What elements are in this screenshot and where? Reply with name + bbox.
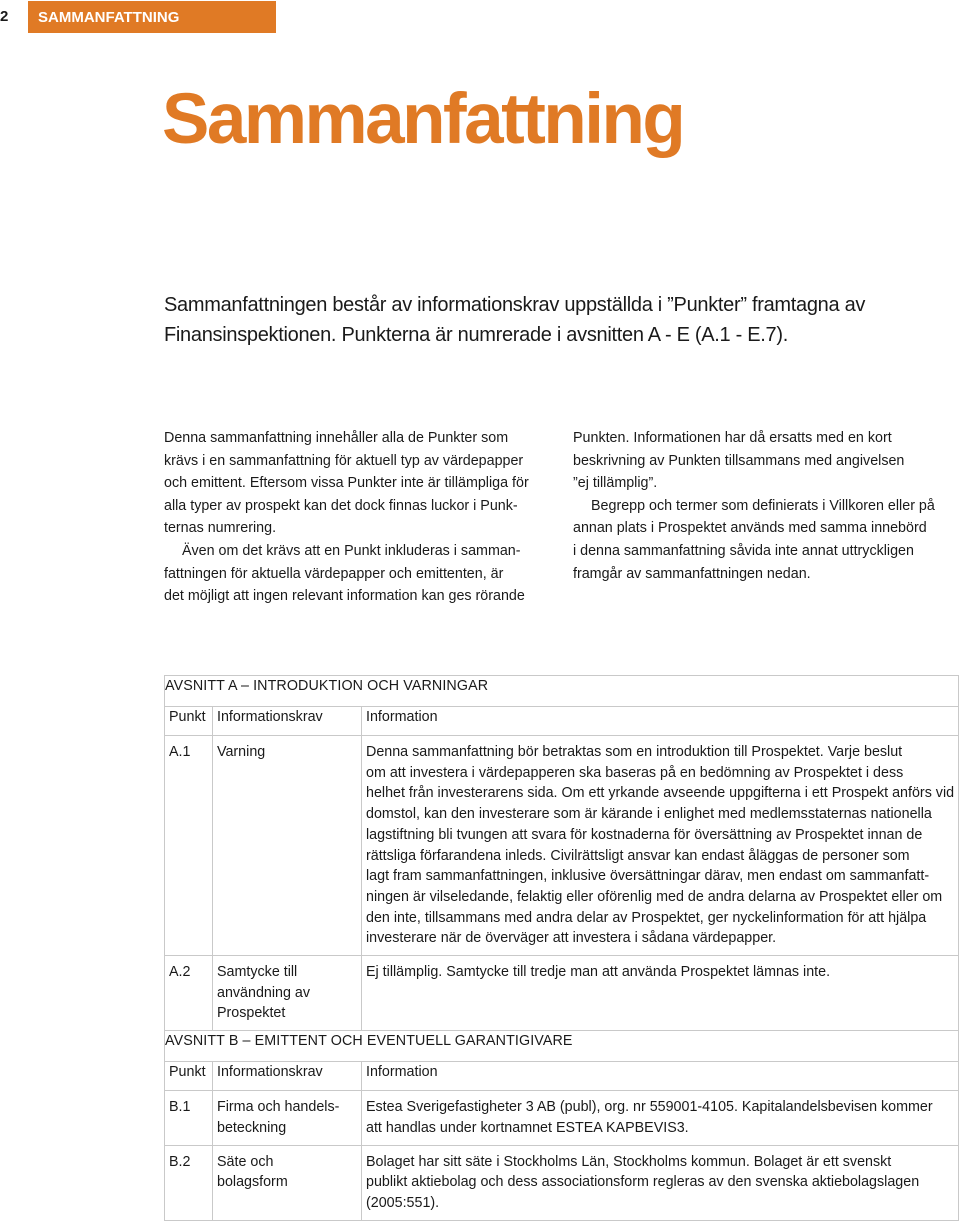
info-line: investerare när de överväger att investera i sådana värdepapper.: [366, 930, 777, 947]
section-header-label: SAMMANFATTNING: [38, 8, 180, 26]
row-punkt: A.1: [165, 736, 213, 956]
col-header-informationskrav: Informationskrav: [213, 1062, 362, 1091]
table-row: [165, 956, 959, 1031]
text-line: alla typer av prospekt kan det dock finnas luckor i Punk-: [164, 497, 518, 514]
krav-line: beteckning: [217, 1119, 287, 1136]
info-line: helhet från investerarens sida. Om ett yrkande avseende uppgifterna i ett Prospekt anförs vid: [366, 785, 955, 802]
col-header-information: Information: [362, 1062, 959, 1091]
info-line: Denna sammanfattning bör betraktas som en introduktion till Prospektet. Varje beslut: [366, 744, 903, 760]
col-header-informationskrav: Informationskrav: [213, 707, 362, 736]
krav-line: Varning: [217, 744, 266, 760]
text-line: ternas numrering.: [164, 520, 277, 537]
text-line: Begrepp och termer som definierats i Villkoren eller på: [591, 497, 935, 514]
row-informationskrav: [213, 956, 362, 1031]
info-line: domstol, kan den investerare som är kärande i enlighet med medlemsstaternas nationella: [366, 806, 932, 823]
text-line: beskrivning av Punkten tillsammans med angivelsen: [573, 452, 905, 469]
table-row: [165, 736, 959, 956]
lead-line: Finansinspektionen. Punkterna är numrerade i avsnitten A - E (A.1 - E.7).: [164, 324, 788, 346]
info-line: Bolaget har sitt säte i Stockholms Län, Stockholms kommun. Bolaget är ett svenskt: [366, 1153, 892, 1170]
info-line: om att investera i värdepapperen ska baseras på en bedömning av Prospektet i dess: [366, 764, 904, 781]
text-line: krävs i en sammanfattning för aktuell typ av värdepapper: [164, 452, 524, 469]
text-line: och emittent. Eftersom vissa Punkter inte är tillämpliga för: [164, 475, 529, 492]
section-a-title-row: [165, 676, 959, 707]
text-line: Punkten. Informationen har då ersatts med en kort: [573, 430, 892, 446]
paragraph: [164, 540, 546, 608]
section-b-header-row: [165, 1062, 959, 1091]
intro-right-column: [573, 427, 955, 585]
table-row: [165, 1091, 959, 1145]
krav-line: Firma och handels-: [217, 1099, 340, 1116]
info-line: publikt aktiebolag och dess associationsform regleras av den svenska aktiebolagslagen: [366, 1174, 920, 1191]
krav-line: Säte och: [217, 1153, 274, 1170]
krav-line: Samtycke till: [217, 964, 298, 981]
row-information: [362, 1145, 959, 1220]
row-informationskrav: [213, 736, 362, 956]
text-line: det möjligt att ingen relevant information kan ges rörande: [164, 588, 525, 605]
row-punkt: B.1: [165, 1091, 213, 1145]
text-line: annan plats i Prospektet används med samma innebörd: [573, 520, 927, 537]
section-a-title: AVSNITT A – INTRODUKTION OCH VARNINGAR: [165, 676, 959, 707]
section-b-title: AVSNITT B – EMITTENT OCH EVENTUELL GARANTIGIVARE: [165, 1031, 959, 1062]
section-header-bar: [28, 1, 276, 33]
info-line: att handlas under kortnamnet ESTEA KAPBEVIS3.: [366, 1119, 689, 1136]
info-line: den inte, tillsammans med andra delar av Prospektet, ger nyckelinformation för att hjälpa: [366, 909, 927, 926]
row-information: [362, 956, 959, 1031]
text-line: i denna sammanfattning såvida inte annat uttryckligen: [573, 542, 914, 559]
row-punkt: B.2: [165, 1145, 213, 1220]
info-line: ningen är vilseledande, felaktig eller oförenlig med de andra delarna av Prospektet eller om: [366, 888, 943, 905]
row-information: [362, 1091, 959, 1145]
info-line: rättsliga förfarandena inleds. Civilrättsligt ansvar kan endast åläggas de personer som: [366, 847, 910, 864]
paragraph: [573, 495, 955, 585]
row-information: [362, 736, 959, 956]
info-line: lagt fram sammanfattningen, inklusive översättningar därav, men endast om sammanfatt-: [366, 868, 930, 885]
krav-line: bolagsform: [217, 1174, 288, 1191]
row-punkt: A.2: [165, 956, 213, 1031]
section-a-header-row: [165, 707, 959, 736]
text-line: framgår av sammanfattningen nedan.: [573, 565, 811, 582]
info-line: (2005:551).: [366, 1194, 440, 1211]
col-header-punkt: Punkt: [165, 1062, 213, 1091]
paragraph: [164, 427, 546, 540]
text-line: fattningen för aktuella värdepapper och emittenten, är: [164, 565, 504, 582]
krav-line: användning av: [217, 984, 311, 1001]
text-line: Även om det krävs att en Punkt inkluderas i samman-: [182, 542, 521, 559]
info-line: Ej tillämplig. Samtycke till tredje man att använda Prospektet lämnas inte.: [366, 964, 831, 981]
page-number: 2: [0, 8, 9, 25]
krav-line: Prospektet: [217, 1005, 286, 1022]
row-informationskrav: [213, 1145, 362, 1220]
col-header-punkt: Punkt: [165, 707, 213, 736]
summary-table: [164, 675, 959, 1221]
text-line: ”ej tillämplig”.: [573, 475, 658, 492]
info-line: Estea Sverigefastigheter 3 AB (publ), org. nr 559001-4105. Kapitalandelsbevisen kommer: [366, 1099, 933, 1116]
page-title: Sammanfattning: [162, 80, 684, 159]
lead-line: Sammanfattningen består av informationskrav uppställda i ”Punkter” framtagna av: [164, 294, 866, 316]
section-b-title-row: [165, 1031, 959, 1062]
paragraph: [573, 427, 955, 495]
table-row: [165, 1145, 959, 1220]
info-line: lagstiftning bli tvungen att svara för kostnaderna för översättning av Prospektet innan de: [366, 826, 923, 843]
col-header-information: Information: [362, 707, 959, 736]
intro-left-column: [164, 427, 546, 608]
row-informationskrav: [213, 1091, 362, 1145]
text-line: Denna sammanfattning innehåller alla de Punkter som: [164, 430, 509, 446]
lead-paragraph: [164, 290, 944, 350]
